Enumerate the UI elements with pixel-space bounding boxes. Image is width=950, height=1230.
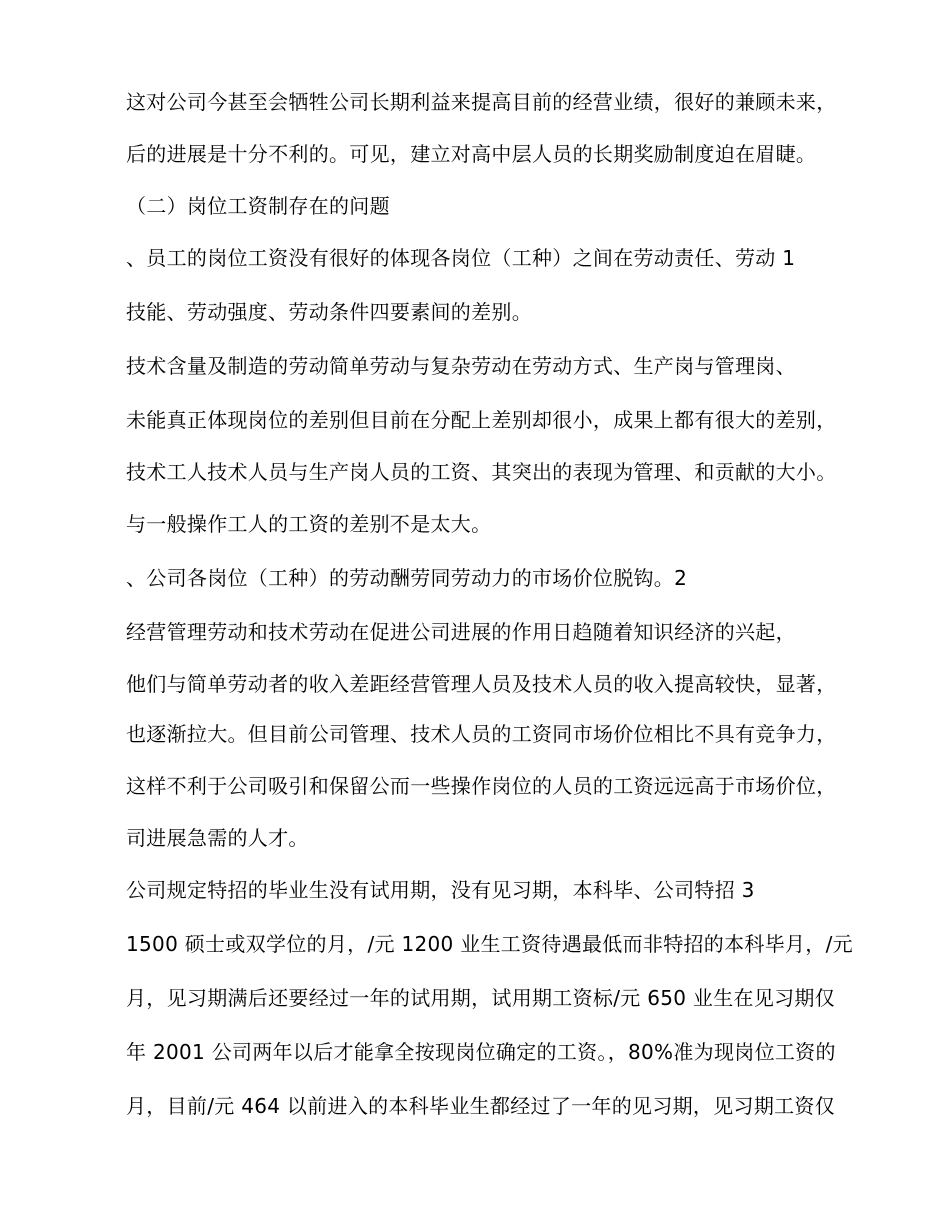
- text-line: 也逐渐拉大。但目前公司管理、技术人员的工资同市场价位相比不具有竞争力，: [126, 722, 837, 746]
- text-line: 、员工的岗位工资没有很好的体现各岗位（工种）之间在劳动责任、劳动 1: [126, 246, 796, 270]
- text-line: 、公司各岗位（工种）的劳动酬劳同劳动力的市场价位脱钩。2: [126, 566, 688, 590]
- text-line: 这样不利于公司吸引和保留公而一些操作岗位的人员的工资远远高于市场价位，: [126, 774, 837, 798]
- text-line: 技术含量及制造的劳动简单劳动与复杂劳动在劳动方式、生产岗与管理岗、: [126, 354, 796, 378]
- text-line: 技术工人技术人员与生产岗人员的工资、其突出的表现为管理、和贡献的大小。: [126, 460, 837, 484]
- text-line: 后的进展是十分不利的。可见，建立对高中层人员的长期奖励制度迫在眉睫。: [126, 142, 817, 166]
- text-line: 月，见习期满后还要经过一年的试用期，试用期工资标/元 650 业生在见习期仅: [126, 986, 836, 1010]
- section-heading: （二）岗位工资制存在的问题: [126, 194, 390, 218]
- text-line: 1500 硕士或双学位的月，/元 1200 业生工资待遇最低而非特招的本科毕月，/元: [126, 932, 853, 956]
- text-line: 这对公司今甚至会牺牲公司长期利益来提高目前的经营业绩，很好的兼顾未来，: [126, 90, 837, 114]
- text-line: 技能、劳动强度、劳动条件四要素间的差别。: [126, 300, 532, 324]
- text-line: 与一般操作工人的工资的差别不是太大。: [126, 512, 492, 536]
- text-line: 年 2001 公司两年以后才能拿全按现岗位确定的工资。，80%准为现岗位工资的: [126, 1040, 836, 1064]
- text-line: 公司规定特招的毕业生没有试用期，没有见习期，本科毕、公司特招 3: [126, 878, 755, 902]
- text-line: 他们与简单劳动者的收入差距经营管理人员及技术人员的收入提高较快，显著，: [126, 672, 837, 696]
- text-line: 经营管理劳动和技术劳动在促进公司进展的作用日趋随着知识经济的兴起，: [126, 620, 796, 644]
- text-line: 司进展急需的人才。: [126, 826, 309, 850]
- text-line: 月，目前/元 464 以前进入的本科毕业生都经过了一年的见习期，见习期工资仅: [126, 1094, 836, 1118]
- text-line: 未能真正体现岗位的差别但目前在分配上差别却很小，成果上都有很大的差别，: [126, 408, 837, 432]
